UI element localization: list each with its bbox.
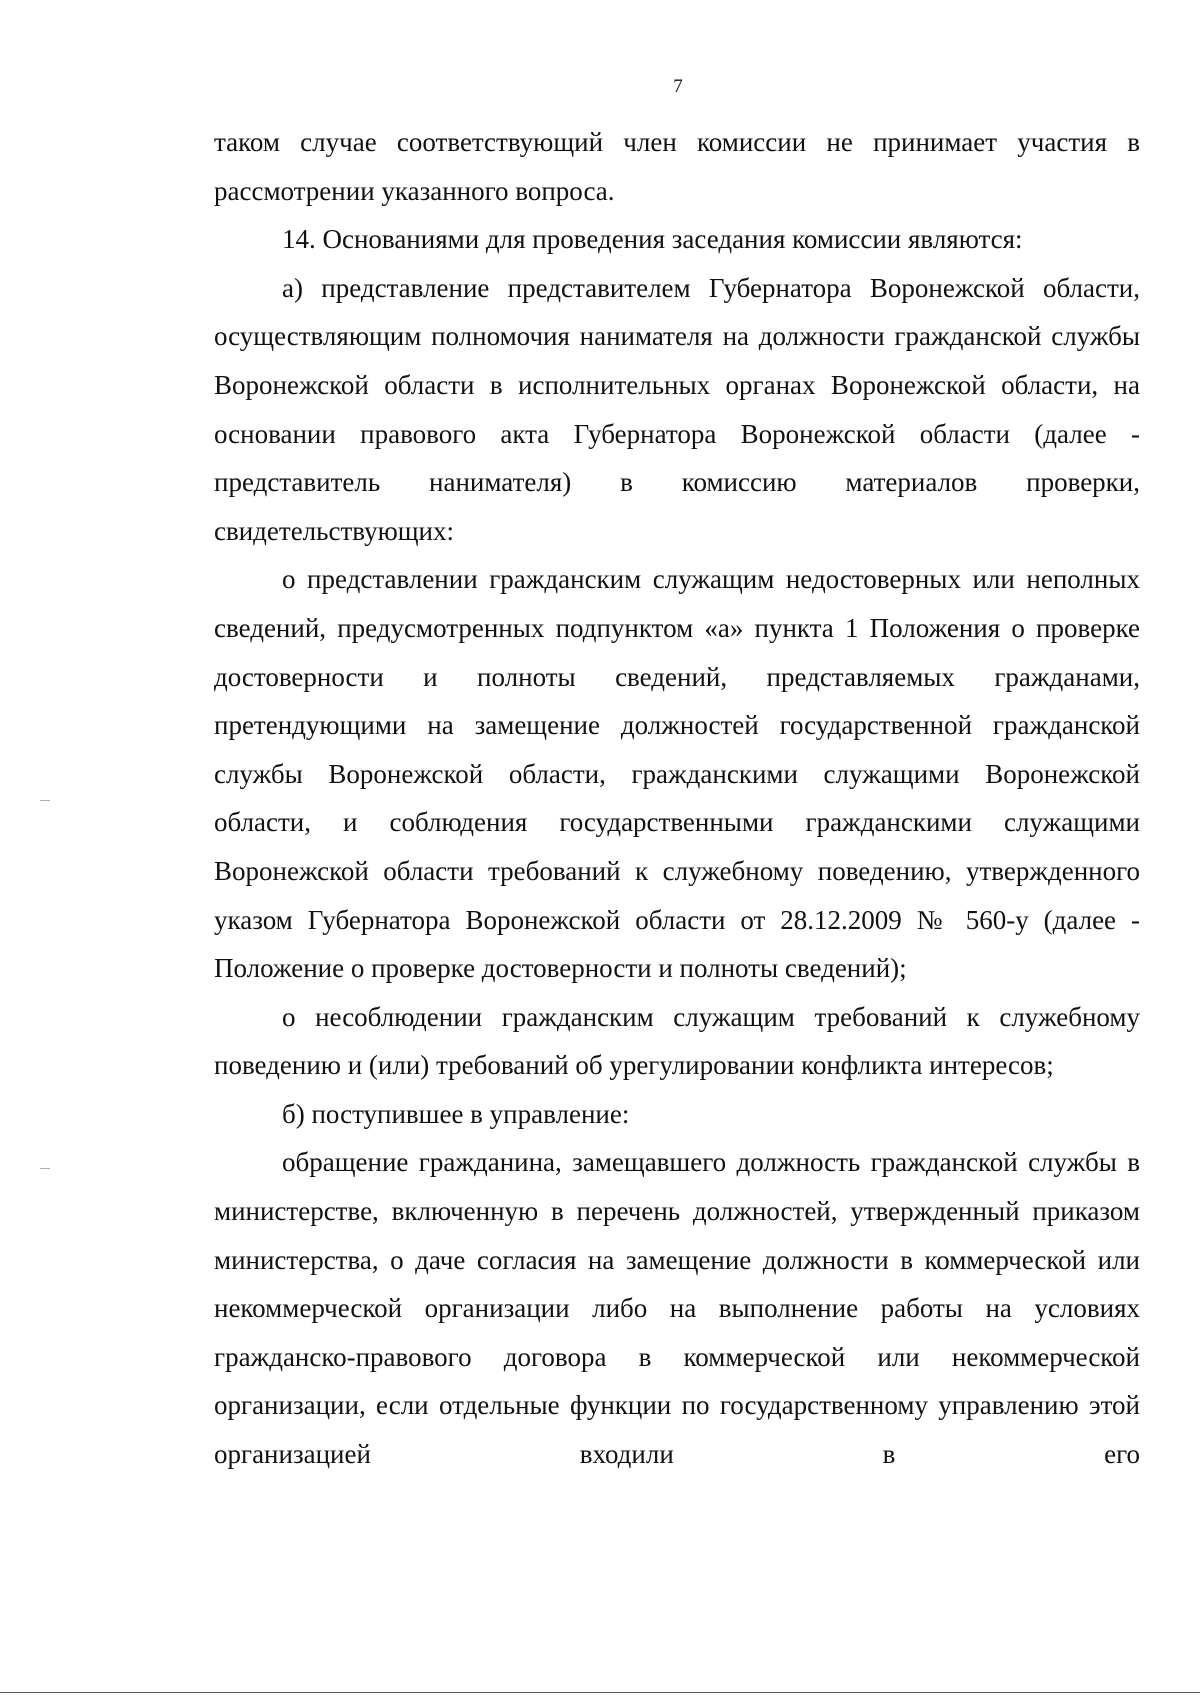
page-number: 7 — [673, 76, 683, 97]
paragraph-false-information: о представлении гражданским служащим недостоверных или неполных сведений, предусмотренных подпунктом «а» пункта 1 Положения о проверке достоверности и полноты сведений, представляемых гражданами, претендующими на замещение должностей государственной гражданской службы Воронежской области, гражданскими служащими Воронежской области, и соблюдения государственными гражданскими служащими Воронежской области требований к служебному поведению, утвержденного указом Губернатора Воронежской области от 28.12.2009 № 560-у (далее - Положение о проверке достоверности и полноты сведений); — [214, 564, 1140, 984]
paragraph-citizen-appeal: обращение гражданина, замещавшего должность гражданской службы в министерстве, включенную в перечень должностей, утвержденный приказом министерства, о даче согласия на замещение должности в коммерческой или некоммерческой организации либо на выполнение работы на условиях гражданско-правового договора в коммерческой или некоммерческой организации, если отдельные функции по государственному управлению этой организацией входили в его — [214, 1147, 1140, 1470]
scan-edge-line — [0, 1692, 1200, 1693]
paragraph-item-14: 14. Основаниями для проведения заседания комиссии являются: — [282, 224, 1023, 255]
paragraph-subitem-a: а) представление представителем Губернатора Воронежской области, осуществляющим полномочия нанимателя на должности гражданской службы Воронежской области в исполнительных органах Воронежской области, на основании правового акта Губернатора Воронежской области (далее - представитель нанимателя) в комиссию материалов проверки, свидетельствующих: — [214, 272, 1140, 546]
paragraph-non-compliance: о несоблюдении гражданским служащим требований к служебному поведению и (или) требований об урегулировании конфликта интересов; — [214, 1001, 1140, 1081]
scan-artifact — [40, 1168, 50, 1169]
scan-artifact — [40, 800, 50, 801]
document-body — [214, 118, 1140, 1479]
paragraph-continuation: таком случае соответствующий член комиссии не принимает участия в рассмотрении указанного вопроса. — [214, 127, 1140, 206]
paragraph-subitem-b: б) поступившее в управление: — [282, 1098, 630, 1129]
